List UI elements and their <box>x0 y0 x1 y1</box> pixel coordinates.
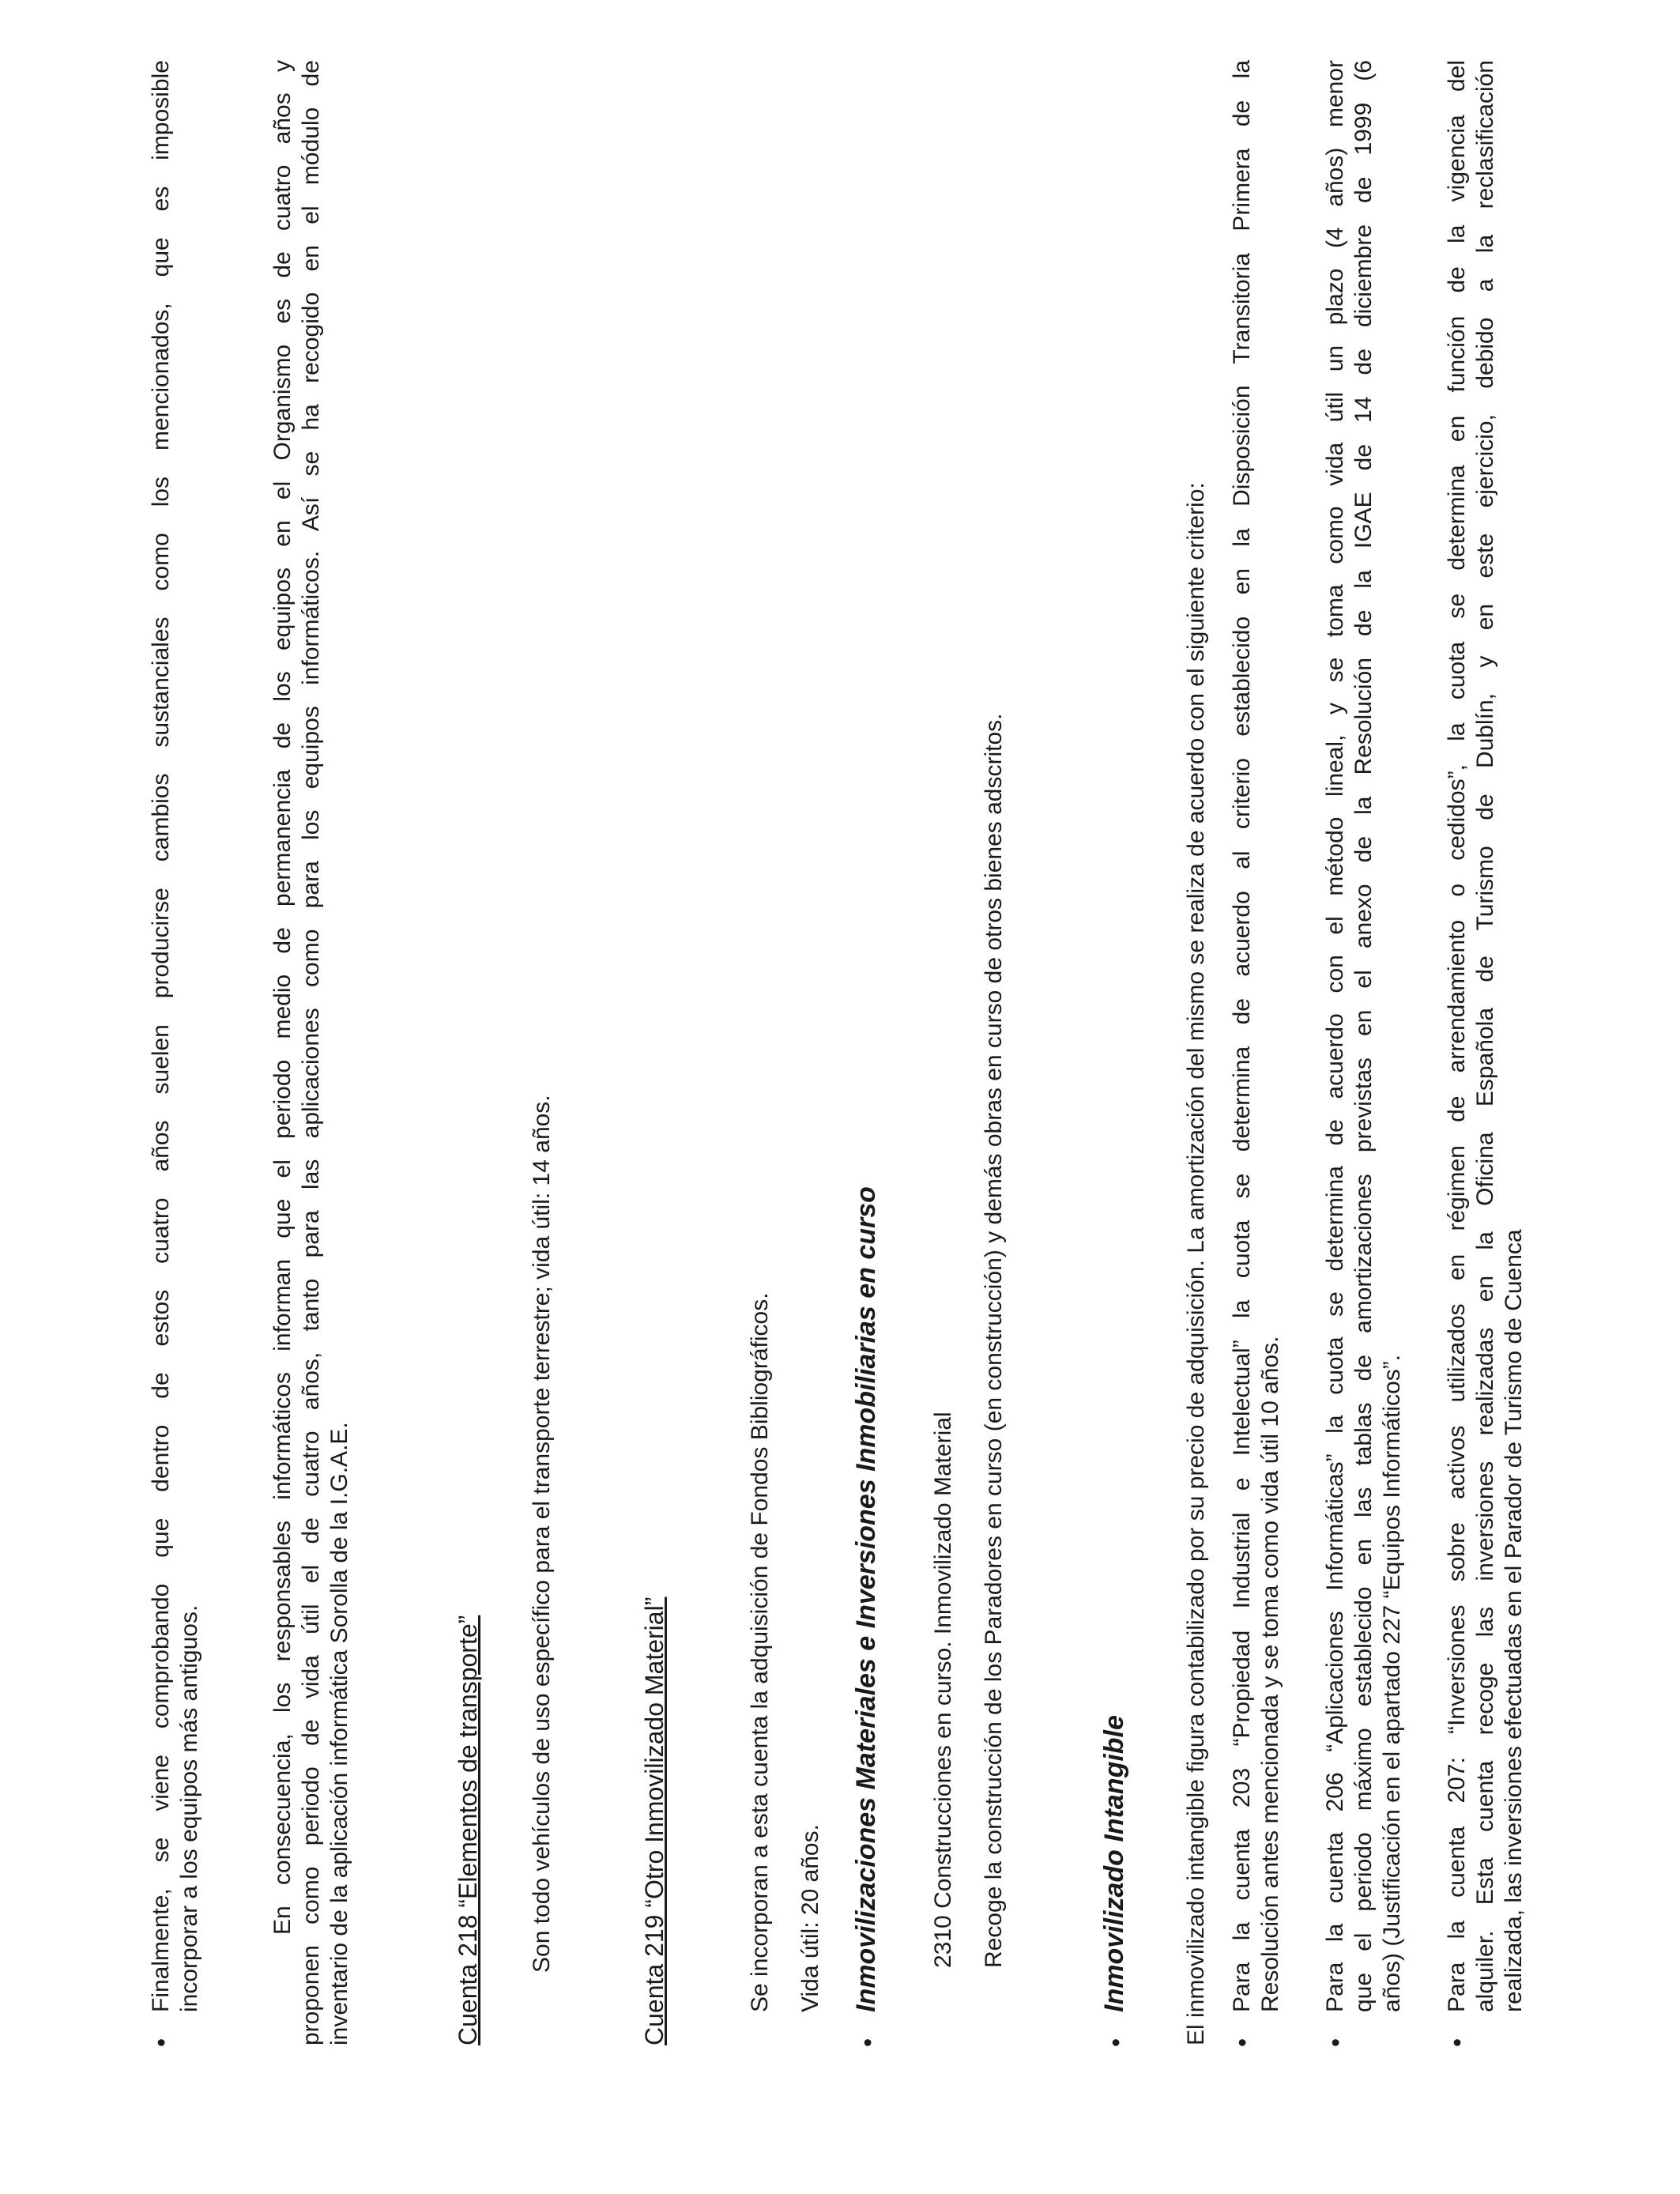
text-line: años) (Justificación en el apartado 227 “Equipos Informáticos”. <box>1379 1354 1405 2012</box>
text-cuenta-218: Son todo vehículos de uso específico para el transporte terrestre; vida útil: 14 años. <box>529 1095 555 1973</box>
paragraph-finalmente <box>147 60 204 2012</box>
text-intangible-intro: El inmovilizado intangible figura contabilizado por su precio de adquisición. La amortización del mismo se realiza de acuerdo con el siguiente criterio: <box>1183 482 1209 2045</box>
bullet-cuenta-203 <box>1228 60 1285 2012</box>
text-line: Para la cuenta 207: “Inversiones sobre activos utilizados en régimen de arrendamiento o cedidos”, la cuota se determina en función de la vigencia del <box>1444 60 1470 2012</box>
text-line: En consecuencia, los responsables informáticos informan que el periodo medio de permanencia de los equipos en el Organismo es de cuatro años y <box>269 60 296 1935</box>
heading-cuenta-219: Cuenta 219 “Otro Inmovilizado Material” <box>640 1596 669 2045</box>
bullet: • <box>1102 2038 1130 2047</box>
text-line: Para la cuenta 206 “Aplicaciones Informáticas” la cuota se determina de acuerdo con el método lineal, y se toma como vida útil un plazo (4 años) menor <box>1322 60 1348 2012</box>
text-line: alquiler. Esta cuenta recoge las inversiones realizadas en la Oficina Española de Turismo de Dublín, y en este ejercicio, debido a la reclasificación <box>1472 60 1498 2012</box>
text-recoge: Recoge la construcción de los Paradores en curso (en construcción) y demás obras en curso de otros bienes adscritos. <box>981 713 1007 1968</box>
text-line: Resolución antes mencionada y se toma como vida útil 10 años. <box>1257 1336 1283 2012</box>
heading-en-curso: Inmovilizaciones Materiales e Inversiones Inmobiliarias en curso <box>851 1186 881 2012</box>
text-line: proponen como periodo de vida útil el de cuatro años, tanto para las aplicaciones como para los equipos informáticos. Así se ha recogido en el módulo de <box>298 60 324 2045</box>
text-cuenta-219-1: Se incorporan a esta cuenta la adquisición de Fondos Bibliográficos. <box>747 1292 773 2012</box>
text-line: realizada, las inversiones efectuadas en el Parador de Turismo de Cuenca <box>1501 1229 1527 2012</box>
bullet: • <box>853 2038 882 2047</box>
bullet: • <box>1321 2038 1350 2047</box>
text-cuenta-219-2: Vida útil: 20 años. <box>797 1824 823 2012</box>
text-line: Para la cuenta 203 “Propiedad Industrial e Intelectual” la cuota se determina de acuerdo al criterio establecido en la Disposición Transitoria Primera de la <box>1229 60 1255 2012</box>
heading-intangible: Inmovilizado Intangible <box>1099 1715 1129 2012</box>
text-2310: 2310 Construcciones en curso. Inmovilizado Material <box>930 1412 956 1968</box>
bullet: • <box>147 2038 175 2047</box>
text-line: inventario de la aplicación informática Sorolla de la I.G.A.E. <box>326 1422 352 2045</box>
bullet-cuenta-207 <box>1443 60 1528 2012</box>
text-line: que el periodo máximo establecido en las tablas de amortizaciones previstas en el anexo de la Resolución de la IGAE de 14 de diciembre de 1999 (6 <box>1350 60 1377 2012</box>
text-line: incorporar a los equipos más antiguos. <box>176 1604 202 2012</box>
heading-cuenta-218: Cuenta 218 “Elementos de transporte” <box>454 1615 482 2045</box>
bullet: • <box>1443 2038 1471 2047</box>
text-line: Finalmente, se viene comprobando que dentro de estos cuatro años suelen producirse cambios sustanciales como los mencionados, que es imposible <box>148 60 174 2012</box>
paragraph-consecuencia <box>269 60 354 2045</box>
bullet: • <box>1228 2038 1256 2047</box>
bullet-cuenta-206 <box>1321 60 1407 2012</box>
